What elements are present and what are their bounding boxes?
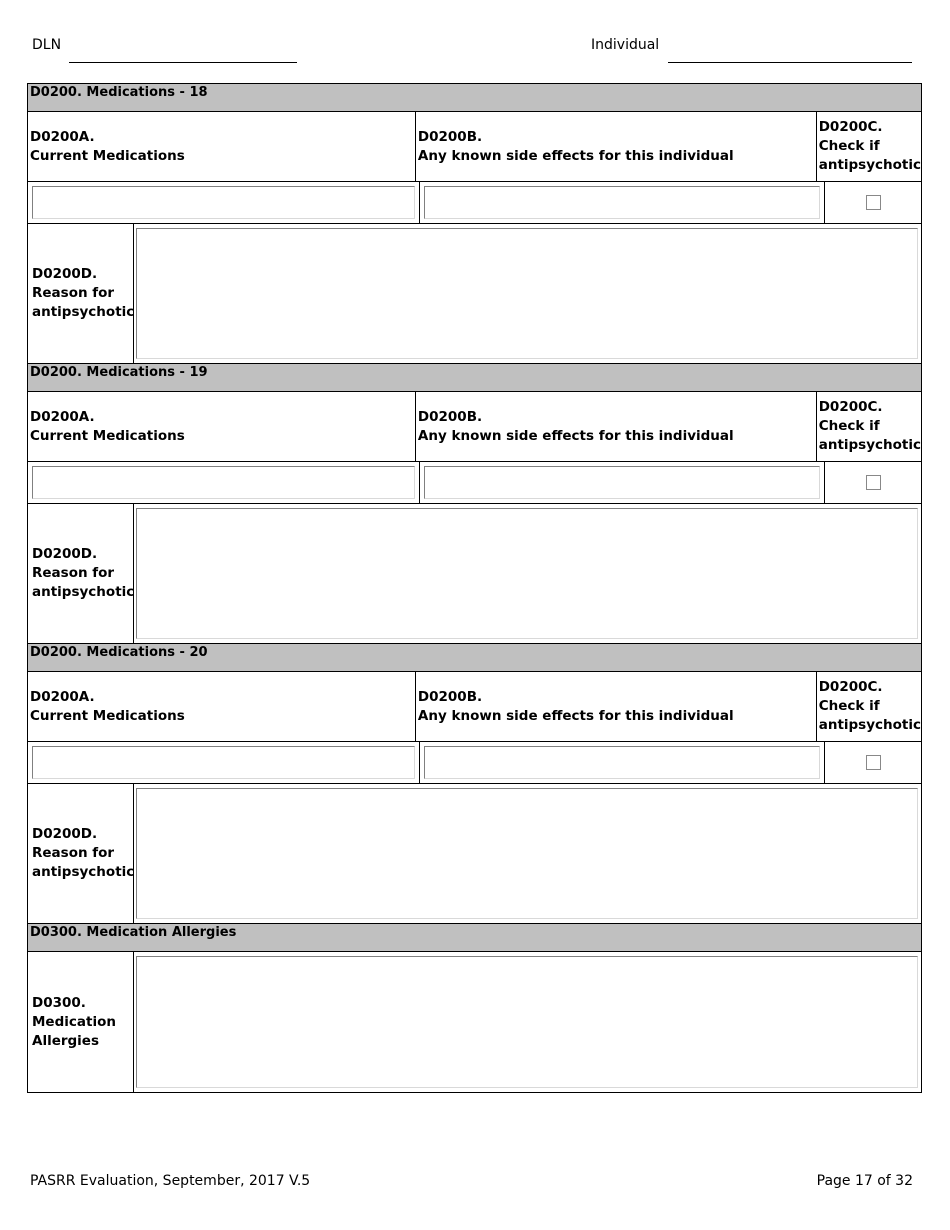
- column-header-row: [28, 392, 921, 462]
- medication-input-row: [28, 742, 921, 784]
- section-header: D0200. Medications - 18: [28, 84, 921, 112]
- medication-allergies-input[interactable]: [136, 956, 918, 1088]
- column-header-row: [28, 112, 921, 182]
- current-medication-input[interactable]: [32, 746, 415, 779]
- reason-label: D0200D. Reason for antipsychotic: [28, 504, 134, 643]
- reason-row: [28, 224, 921, 364]
- antipsychotic-check-header: D0200C. Check if antipsychotic: [818, 119, 921, 173]
- medication-input-row: [28, 462, 921, 504]
- side-effects-header: D0200B. Any known side effects for this individual: [416, 392, 817, 461]
- individual-label: Individual: [591, 37, 660, 53]
- allergies-row: [28, 952, 921, 1092]
- medications-form: [27, 83, 922, 1093]
- allergies-section-header: D0300. Medication Allergies: [28, 924, 921, 952]
- current-medications-header: D0200A. Current Medications: [28, 112, 416, 181]
- current-medication-input[interactable]: [32, 186, 415, 219]
- reason-for-antipsychotic-input[interactable]: [136, 228, 918, 359]
- allergies-label: D0300. Medication Allergies: [28, 952, 134, 1092]
- current-medications-header: D0200A. Current Medications: [28, 392, 416, 461]
- section-header: D0200. Medications - 19: [28, 364, 921, 392]
- footer-page-number: Page 17 of 32: [816, 1173, 913, 1189]
- side-effects-input[interactable]: [424, 186, 820, 219]
- reason-label: D0200D. Reason for antipsychotic: [28, 784, 134, 923]
- section-header: D0200. Medications - 20: [28, 644, 921, 672]
- current-medication-input[interactable]: [32, 466, 415, 499]
- reason-row: [28, 784, 921, 924]
- dln-field-line[interactable]: [69, 62, 297, 63]
- medication-input-row: [28, 182, 921, 224]
- reason-for-antipsychotic-input[interactable]: [136, 508, 918, 639]
- antipsychotic-checkbox[interactable]: [866, 755, 881, 770]
- reason-label: D0200D. Reason for antipsychotic: [28, 224, 134, 363]
- side-effects-header: D0200B. Any known side effects for this individual: [416, 112, 817, 181]
- dln-label: DLN: [32, 37, 62, 53]
- antipsychotic-checkbox[interactable]: [866, 475, 881, 490]
- side-effects-header: D0200B. Any known side effects for this individual: [416, 672, 817, 741]
- reason-row: [28, 504, 921, 644]
- antipsychotic-checkbox[interactable]: [866, 195, 881, 210]
- side-effects-input[interactable]: [424, 746, 820, 779]
- individual-field-line[interactable]: [668, 62, 912, 63]
- antipsychotic-check-header: D0200C. Check if antipsychotic: [818, 399, 921, 453]
- side-effects-input[interactable]: [424, 466, 820, 499]
- antipsychotic-check-header: D0200C. Check if antipsychotic: [818, 679, 921, 733]
- footer-document-info: PASRR Evaluation, September, 2017 V.5: [30, 1173, 311, 1189]
- column-header-row: [28, 672, 921, 742]
- reason-for-antipsychotic-input[interactable]: [136, 788, 918, 919]
- current-medications-header: D0200A. Current Medications: [28, 672, 416, 741]
